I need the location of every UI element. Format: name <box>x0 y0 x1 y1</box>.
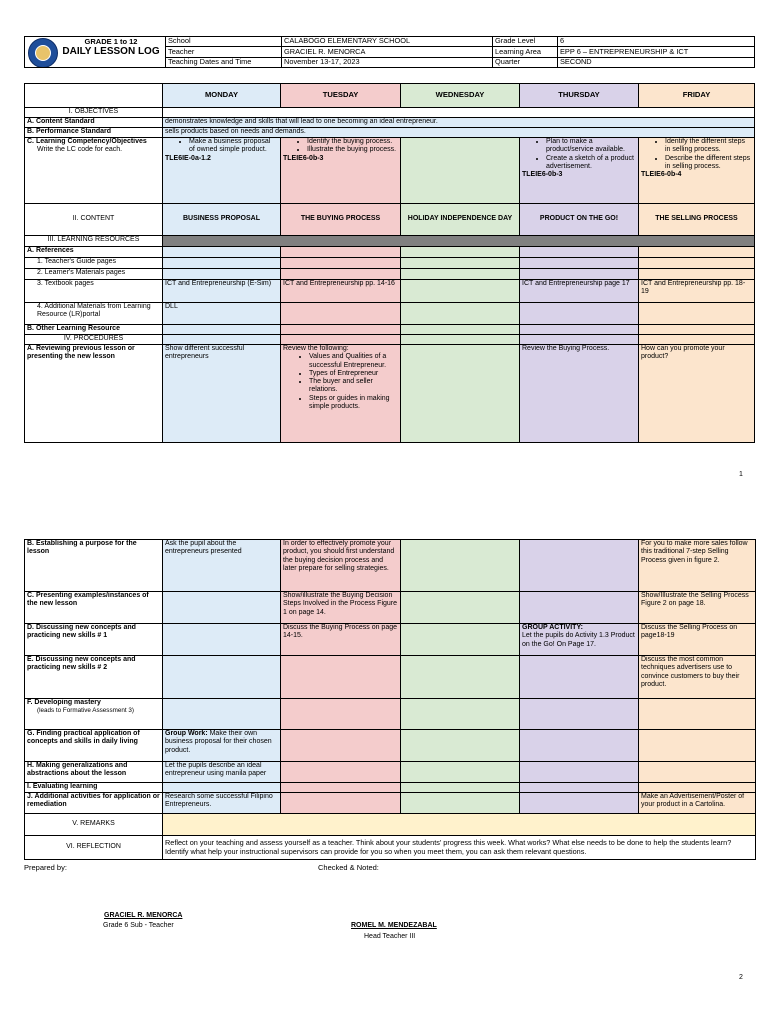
content-thursday: PRODUCT ON THE GO! <box>520 204 639 236</box>
dates-label: Teaching Dates and Time <box>166 57 282 67</box>
objectives-span <box>163 108 755 118</box>
day-header-thursday: THURSDAY <box>520 84 639 108</box>
competency-monday <box>163 138 281 204</box>
procedure-i-label: I. Evaluating learning <box>25 783 163 793</box>
procedure-c-friday: Show/Illustrate the Selling Process Figure 2 on page 18. <box>639 592 756 624</box>
page-number-2: 2 <box>739 974 743 981</box>
procedure-a-tuesday-item2: • Types of Entrepreneur <box>309 370 398 378</box>
teacher-value: GRACIEL R. MENORCA <box>282 47 493 57</box>
procedure-g-label: G. Finding practical application of concepts and skills in daily living <box>25 730 163 762</box>
procedures-heading: IV. PROCEDURES <box>25 335 163 345</box>
group-work-label: Group Work: <box>165 730 208 737</box>
procedure-d-friday: Discuss the Selling Process on page18-19 <box>639 624 756 656</box>
additional-monday: DLL <box>163 303 281 325</box>
content-tuesday: THE BUYING PROCESS <box>281 204 401 236</box>
dates-value: November 13-17, 2023 <box>282 57 493 67</box>
content-heading: II. CONTENT <box>25 204 163 236</box>
area-value: EPP 6 – ENTREPRENEURSHIP & ICT <box>558 47 755 57</box>
checker-title: Head Teacher III <box>364 933 416 940</box>
procedure-c-tuesday: Show/illustrate the Buying Decision Steps Involved in the Process Figure 1 on page 14. <box>281 592 401 624</box>
competency-tuesday <box>281 138 401 204</box>
teacher-label: Teacher <box>166 47 282 57</box>
reflection-label: VI. REFLECTION <box>25 836 163 860</box>
school-label: School <box>166 37 282 47</box>
competency-friday <box>639 138 755 204</box>
procedure-h-label: H. Making generalizations and abstractions about the lesson <box>25 762 163 783</box>
content-wednesday: HOLIDAY INDEPENDENCE DAY <box>401 204 520 236</box>
competency-thursday-item1: • Plan to make a product/service available. <box>546 138 636 155</box>
other-resource-label: B. Other Learning Resource <box>25 325 163 335</box>
procedure-h-monday: Let the pupils describe an ideal entrepreneur using manila paper <box>163 762 281 783</box>
competency-monday-code: TLE6IE-0a-1.2 <box>165 154 211 162</box>
procedure-g-monday <box>163 730 281 762</box>
procedure-b-label: B. Establishing a purpose for the lesson <box>25 540 163 592</box>
area-label: Learning Area <box>493 47 558 57</box>
title-line1: GRADE 1 to 12 <box>84 37 138 46</box>
procedure-a-tuesday-item4: • Steps or guides in making simple products. <box>309 395 398 412</box>
checker-name: ROMEL M. MENDEZABAL <box>351 922 437 929</box>
competency-thursday-item2: • Create a sketch of a product advertisement. <box>546 155 636 172</box>
quarter-label: Quarter <box>493 57 558 67</box>
textbook-tuesday: ICT and Entrepreneurship pp. 14-16 <box>281 280 401 303</box>
remarks-area <box>163 814 756 836</box>
lesson-log-table-page1 <box>24 83 755 443</box>
textbook-friday: ICT and Entrepreneurship pp. 18-19 <box>639 280 755 303</box>
preparer-title: Grade 6 Sub - Teacher <box>103 922 174 929</box>
procedure-a-tuesday-item1: • Values and Qualities of a successful Entrepreneur. <box>309 353 398 370</box>
day-header-wednesday: WEDNESDAY <box>401 84 520 108</box>
procedure-d-label: D. Discussing new concepts and practicing new skills # 1 <box>25 624 163 656</box>
grade-value: 6 <box>558 37 755 47</box>
procedure-f-sublabel: (leads to Formative Assessment 3) <box>37 707 134 715</box>
quarter-value: SECOND <box>558 57 755 67</box>
textbook-monday: ICT and Entrepreneurship (E-Sim) <box>163 280 281 303</box>
competency-friday-item1: • Identify the different steps in selling process. <box>665 138 752 155</box>
header-title-cell <box>25 37 166 68</box>
competency-wednesday <box>401 138 520 204</box>
teachers-guide-label: 1. Teacher's Guide pages <box>25 258 163 269</box>
procedure-f-label: F. Developing mastery <box>27 699 101 706</box>
competency-label-cell <box>25 138 163 204</box>
checked-noted-label: Checked & Noted: <box>318 863 379 872</box>
content-standard-label: A. Content Standard <box>25 118 163 128</box>
competency-friday-code: TLEIE6-0b-4 <box>641 171 682 179</box>
procedure-d-tuesday: Discuss the Buying Process on page 14-15. <box>281 624 401 656</box>
competency-tuesday-item1: • Identify the buying process. <box>307 138 398 146</box>
competency-tuesday-item2: • Illustrate the buying process. <box>307 146 398 154</box>
procedure-a-tuesday <box>281 345 401 443</box>
remarks-label: V. REMARKS <box>25 814 163 836</box>
procedure-c-label: C. Presenting examples/instances of the new lesson <box>25 592 163 624</box>
group-activity-label: GROUP ACTIVITY: <box>522 624 583 631</box>
procedure-b-tuesday: In order to effectively promote your product, you should first understand the buying decision process and later prepare for selling strategies. <box>281 540 401 592</box>
procedure-j-monday: Research some successful Filipino Entrepreneurs. <box>163 793 281 814</box>
grade-label: Grade Level <box>493 37 558 47</box>
day-header-monday: MONDAY <box>163 84 281 108</box>
reflection-text: Reflect on your teaching and assess yourself as a teacher. Think about your students' progress this week. What works? What else needs to be done to help the students learn? Identify what help your instructional supervisors can provide for you so when you meet them, you can ask them relevant questions. <box>163 836 756 860</box>
competency-friday-item2: • Describe the different steps in selling process. <box>665 155 752 172</box>
competency-sublabel: Write the LC code for each. <box>37 146 123 154</box>
performance-standard-text: sells products based on needs and demands. <box>163 128 755 138</box>
corner-cell <box>25 84 163 108</box>
references-label: A. References <box>25 247 163 258</box>
content-monday: BUSINESS PROPOSAL <box>163 204 281 236</box>
procedure-a-monday: Show different successful entrepreneurs <box>163 345 281 443</box>
objectives-heading: I. OBJECTIVES <box>25 108 163 118</box>
competency-tuesday-code: TLEIE6-0b-3 <box>283 154 324 162</box>
procedure-b-friday: For you to make more sales follow this traditional 7-step Selling Process given in figure 2. <box>639 540 756 592</box>
day-header-friday: FRIDAY <box>639 84 755 108</box>
procedure-e-label: E. Discussing new concepts and practicing new skills # 2 <box>25 656 163 699</box>
procedure-a-label: A. Reviewing previous lesson or presenting the new lesson <box>25 345 163 443</box>
textbook-thursday: ICT and Entrepreneurship page 17 <box>520 280 639 303</box>
competency-monday-item: • Make a business proposal of owned simple product. <box>189 138 278 155</box>
procedure-j-label: J. Additional activities for application or remediation <box>25 793 163 814</box>
preparer-name: GRACIEL R. MENORCA <box>104 912 183 919</box>
procedure-f-cell <box>25 699 163 730</box>
title-line2: DAILY LESSON LOG <box>62 46 160 57</box>
group-work-text: Make their own business proposal for their chosen product. <box>165 730 272 754</box>
resources-bar <box>163 236 755 247</box>
procedure-a-friday: How can you promote your product? <box>639 345 755 443</box>
procedure-b-monday: Ask the pupil about the entrepreneurs presented <box>163 540 281 592</box>
competency-label: C. Learning Competency/Objectives <box>27 138 147 145</box>
day-header-tuesday: TUESDAY <box>281 84 401 108</box>
procedure-a-tuesday-intro: Review the following: <box>283 345 349 352</box>
additional-materials-label: 4. Additional Materials from Learning Resource (LR)portal <box>25 303 163 325</box>
content-standard-text: demonstrates knowledge and skills that will lead to one becoming an ideal entrepreneur. <box>163 118 755 128</box>
procedure-d-thursday <box>520 624 639 656</box>
prepared-by-label: Prepared by: <box>24 863 67 872</box>
lesson-log-table-page2 <box>24 539 756 860</box>
school-value: CALABOGO ELEMENTARY SCHOOL <box>282 37 493 47</box>
procedure-a-tuesday-item3: • The buyer and seller relations. <box>309 378 398 395</box>
procedure-a-thursday: Review the Buying Process. <box>520 345 639 443</box>
competency-thursday-code: TLEIE6-0b-3 <box>522 171 563 179</box>
deped-seal-logo <box>28 38 58 68</box>
page-number-1: 1 <box>739 471 743 478</box>
performance-standard-label: B. Performance Standard <box>25 128 163 138</box>
competency-thursday <box>520 138 639 204</box>
group-activity-text: Let the pupils do Activity 1.3 Product on the Go! On Page 17. <box>522 632 635 648</box>
procedure-j-friday: Make an Advertisement/Poster of your product in a Cartolina. <box>639 793 756 814</box>
header-table <box>24 36 755 68</box>
textbook-label: 3. Textbook pages <box>25 280 163 303</box>
resources-heading: III. LEARNING RESOURCES <box>25 236 163 247</box>
procedure-e-friday: Discuss the most common techniques advertisers use to convince customers to buy their product. <box>639 656 756 699</box>
learners-materials-label: 2. Learner's Materials pages <box>25 269 163 280</box>
content-friday: THE SELLING PROCESS <box>639 204 755 236</box>
